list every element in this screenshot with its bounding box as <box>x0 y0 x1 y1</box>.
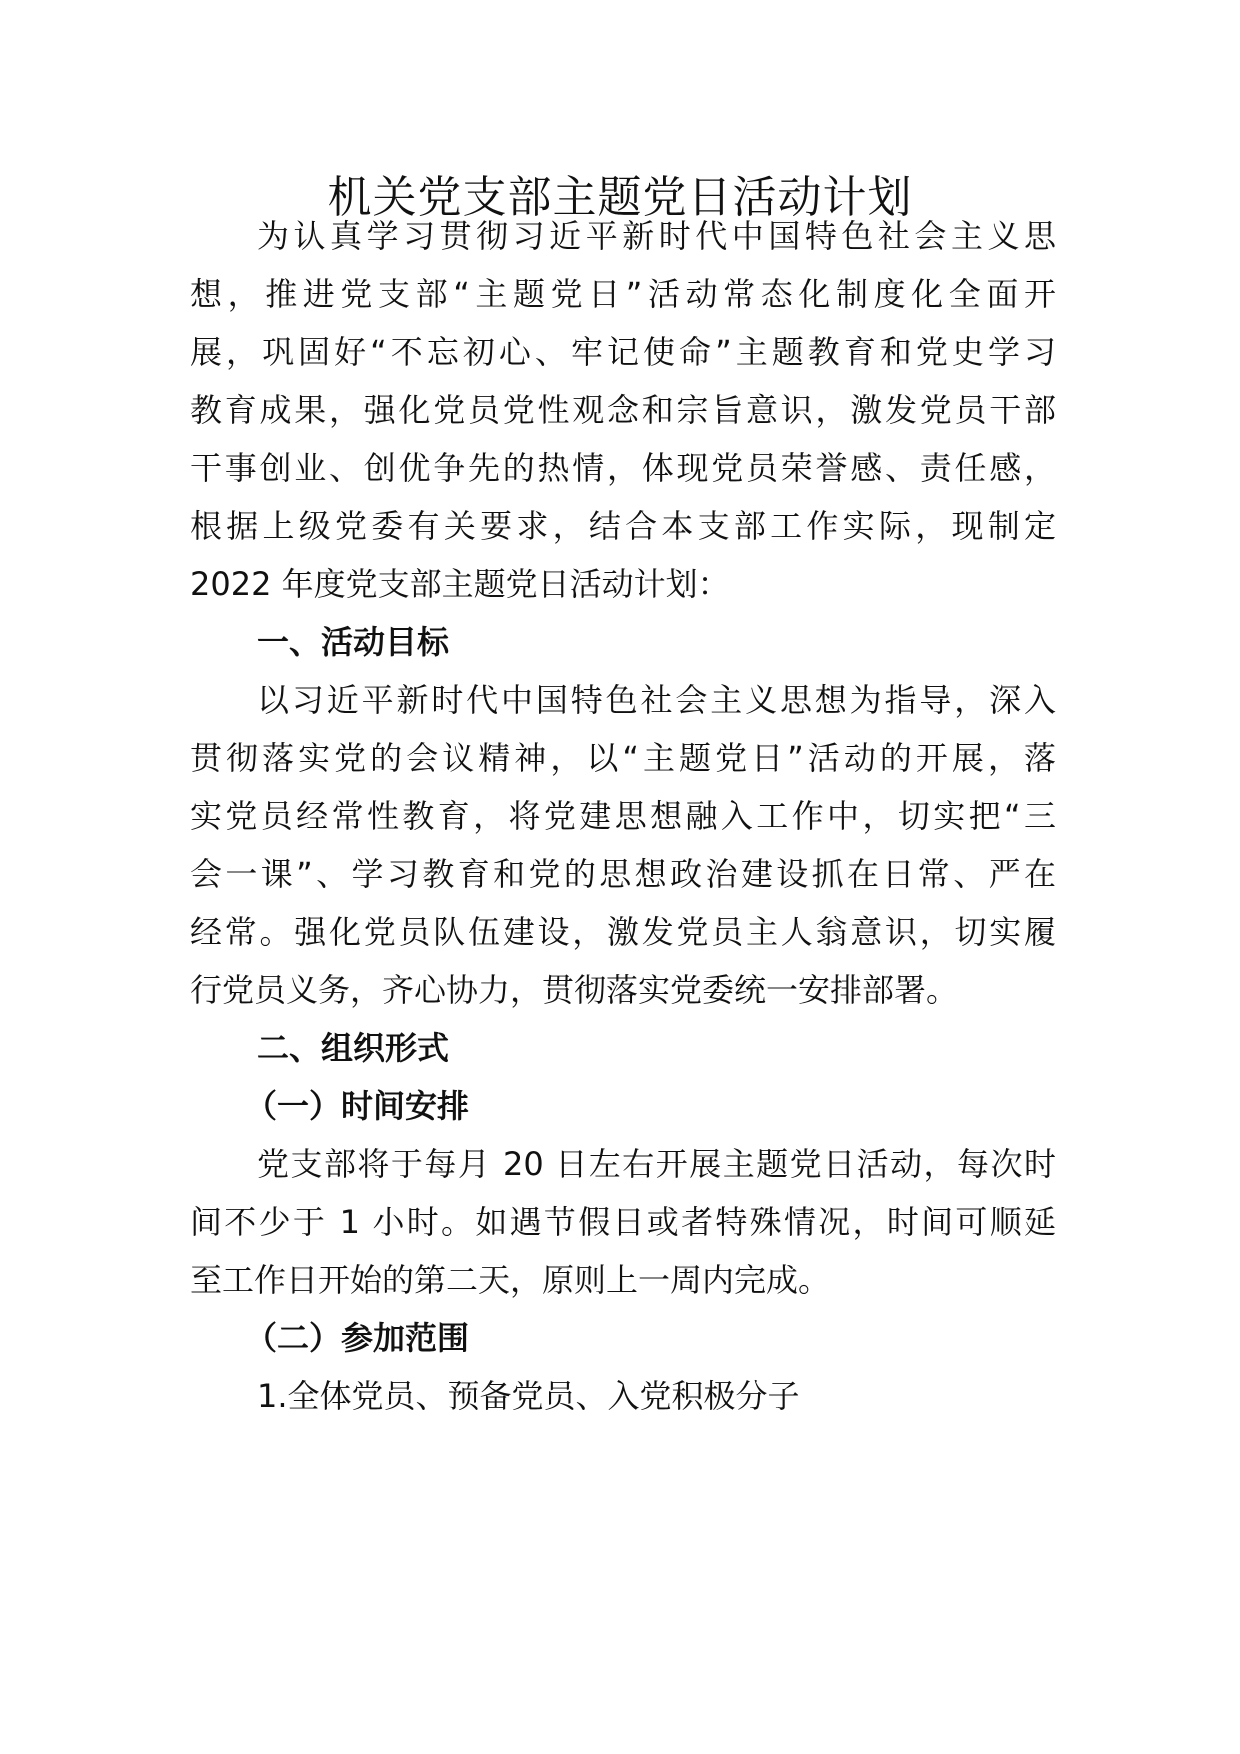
intro-line: 2022 年度党支部主题党日活动计划： <box>190 565 730 603</box>
sub1-line: 间不少于 1 小时。如遇节假日或者特殊情况，时间可顺延 <box>190 1203 1056 1241</box>
scope-item: 1.全体党员、预备党员、入党积极分子 <box>257 1377 800 1415</box>
intro-line: 想，推进党支部“主题党日”活动常态化制度化全面开 <box>190 275 1056 313</box>
section-heading-goals: 一、活动目标 <box>257 623 450 661</box>
intro-line: 根据上级党委有关要求，结合本支部工作实际，现制定 <box>190 507 1056 545</box>
intro-line: 展，巩固好“不忘初心、牢记使命”主题教育和党史学习 <box>190 333 1056 371</box>
section1-line: 经常。强化党员队伍建设，激发党员主人翁意识，切实履 <box>190 913 1056 951</box>
section1-line: 以习近平新时代中国特色社会主义思想为指导，深入 <box>257 681 1056 719</box>
intro-line: 为认真学习贯彻习近平新时代中国特色社会主义思 <box>257 217 1056 255</box>
document-title: 机关党支部主题党日活动计划 <box>327 172 913 223</box>
subsection-heading-scope: （二）参加范围 <box>245 1319 470 1357</box>
intro-line: 教育成果，强化党员党性观念和宗旨意识，激发党员干部 <box>190 391 1056 429</box>
section1-line: 会一课”、学习教育和党的思想政治建设抓在日常、严在 <box>190 855 1056 893</box>
section-heading-organization: 二、组织形式 <box>257 1029 450 1067</box>
intro-line: 干事创业、创优争先的热情，体现党员荣誉感、责任感， <box>190 449 1056 487</box>
section1-line: 贯彻落实党的会议精神，以“主题党日”活动的开展，落 <box>190 739 1056 777</box>
section1-line: 行党员义务，齐心协力，贯彻落实党委统一安排部署。 <box>190 971 959 1009</box>
section1-line: 实党员经常性教育，将党建思想融入工作中，切实把“三 <box>190 797 1056 835</box>
sub1-line: 党支部将于每月 20 日左右开展主题党日活动，每次时 <box>257 1145 1056 1183</box>
sub1-line: 至工作日开始的第二天，原则上一周内完成。 <box>190 1261 831 1299</box>
subsection-heading-schedule: （一）时间安排 <box>245 1087 470 1125</box>
